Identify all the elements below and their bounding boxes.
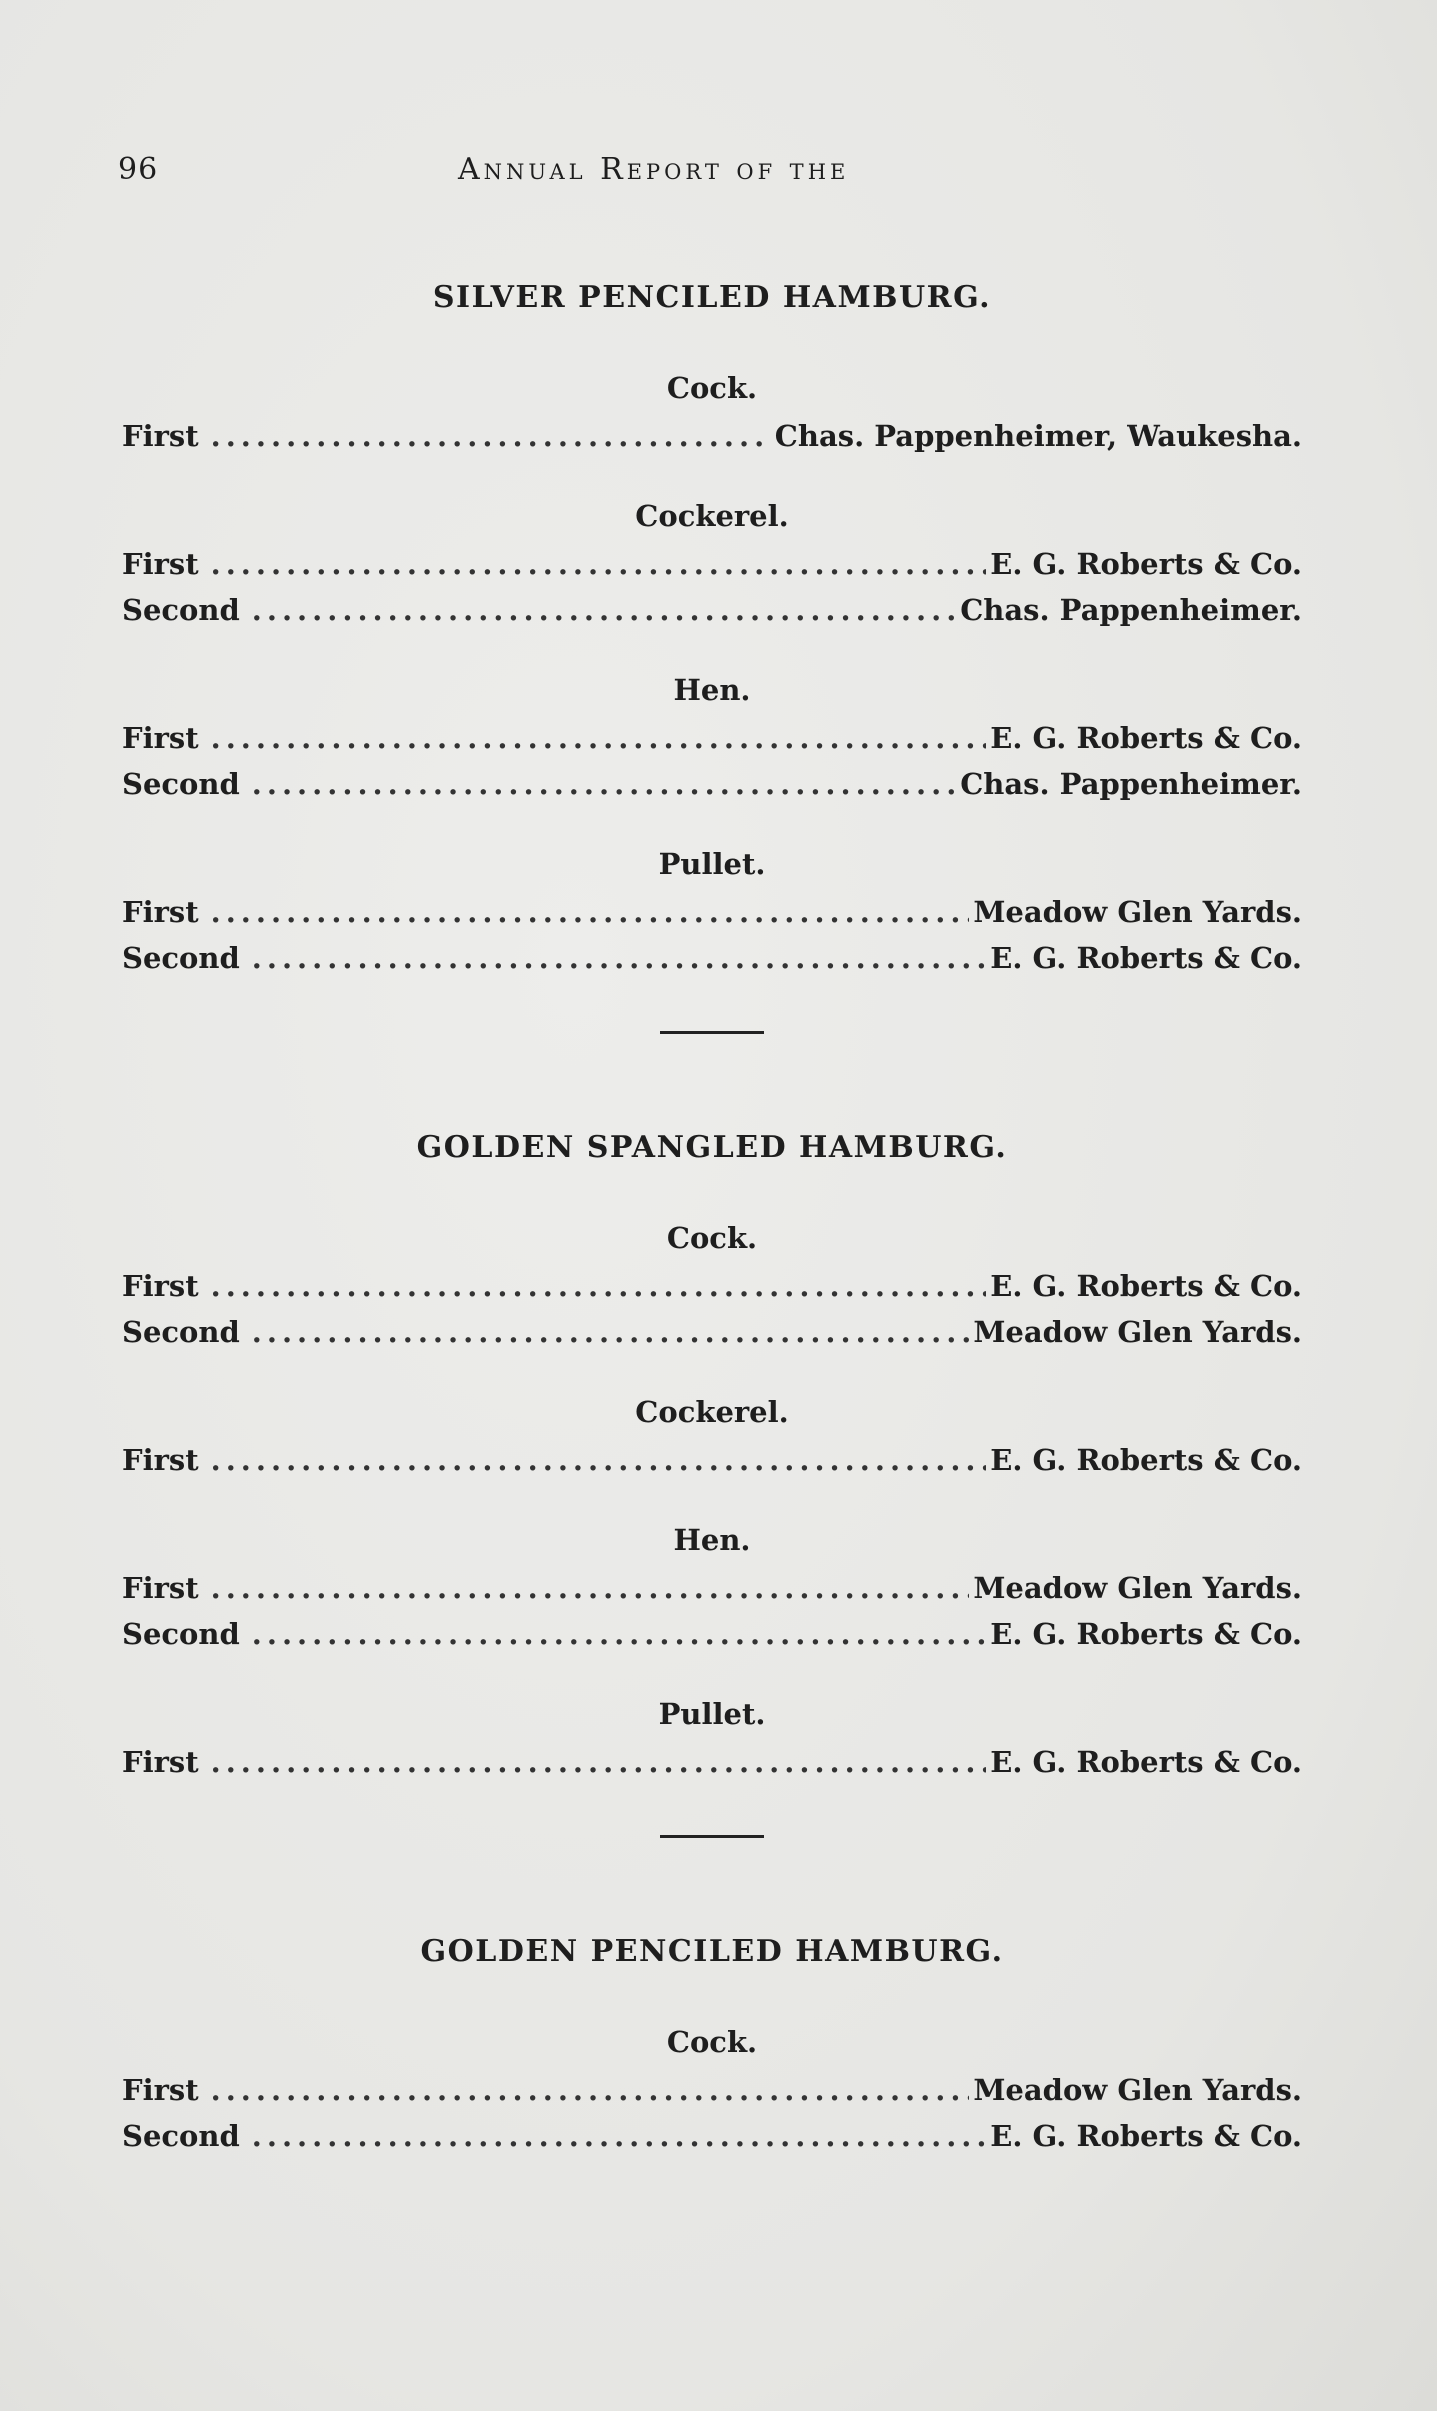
winner-name: E. G. Roberts & Co. (990, 1443, 1302, 1477)
dot-leader (211, 413, 771, 459)
section-title: GOLDEN SPANGLED HAMBURG. (416, 1130, 1008, 1165)
award-group (122, 847, 1302, 981)
award-row (122, 1565, 1302, 1611)
place-label: First (122, 1745, 199, 1779)
award-group (122, 2025, 1302, 2159)
place-label: First (122, 419, 199, 453)
award-row (122, 587, 1302, 633)
dot-leader (211, 541, 987, 587)
dot-leader (211, 889, 970, 935)
award-row (122, 935, 1302, 981)
award-row (122, 761, 1302, 807)
winner-name: Meadow Glen Yards. (973, 1571, 1302, 1605)
winner-name: Chas. Pappenheimer. (960, 767, 1302, 801)
group-heading: Pullet. (658, 847, 766, 881)
place-label: First (122, 895, 199, 929)
dot-leader (252, 1611, 986, 1657)
winner-name: E. G. Roberts & Co. (990, 1269, 1302, 1303)
award-row (122, 541, 1302, 587)
group-heading: Cock. (666, 1221, 758, 1255)
breed-section (122, 1934, 1302, 2159)
dot-leader (211, 1437, 987, 1483)
winner-name: E. G. Roberts & Co. (990, 941, 1302, 975)
award-group (122, 1395, 1302, 1483)
award-row (122, 2113, 1302, 2159)
place-label: First (122, 1269, 199, 1303)
dot-leader (252, 935, 986, 981)
page-header (118, 152, 1319, 202)
place-label: First (122, 1571, 199, 1605)
winner-name: E. G. Roberts & Co. (990, 2119, 1302, 2153)
award-row (122, 1611, 1302, 1657)
place-label: Second (122, 767, 240, 801)
dot-leader (252, 1309, 970, 1355)
place-label: Second (122, 1315, 240, 1349)
running-head: Annual Report of the (458, 152, 850, 187)
place-label: Second (122, 1617, 240, 1651)
award-row (122, 2067, 1302, 2113)
section-title: SILVER PENCILED HAMBURG. (432, 280, 992, 315)
award-row (122, 1309, 1302, 1355)
award-row (122, 1739, 1302, 1785)
award-group (122, 371, 1302, 459)
group-heading: Pullet. (658, 1697, 766, 1731)
awards-content (122, 280, 1302, 2199)
page-number: 96 (118, 152, 159, 187)
winner-name: Meadow Glen Yards. (973, 2073, 1302, 2107)
group-heading: Hen. (673, 1523, 751, 1557)
dot-leader (252, 587, 956, 633)
award-group (122, 1697, 1302, 1785)
winner-name: Meadow Glen Yards. (973, 895, 1302, 929)
award-row (122, 413, 1302, 459)
place-label: First (122, 1443, 199, 1477)
section-title: GOLDEN PENCILED HAMBURG. (420, 1934, 1004, 1969)
place-label: Second (122, 593, 240, 627)
award-row (122, 715, 1302, 761)
group-heading: Cockerel. (635, 499, 789, 533)
group-heading: Cock. (666, 371, 758, 405)
section-divider (660, 1031, 764, 1034)
dot-leader (211, 715, 987, 761)
section-divider (660, 1835, 764, 1838)
dot-leader (211, 2067, 970, 2113)
winner-name: E. G. Roberts & Co. (990, 547, 1302, 581)
dot-leader (211, 1739, 987, 1785)
breed-section (122, 280, 1302, 981)
dot-leader (252, 2113, 986, 2159)
winner-name: E. G. Roberts & Co. (990, 721, 1302, 755)
winner-name: Chas. Pappenheimer. (960, 593, 1302, 627)
place-label: Second (122, 941, 240, 975)
group-heading: Cockerel. (635, 1395, 789, 1429)
award-group (122, 673, 1302, 807)
award-group (122, 499, 1302, 633)
place-label: Second (122, 2119, 240, 2153)
dot-leader (252, 761, 956, 807)
award-group (122, 1523, 1302, 1657)
group-heading: Hen. (673, 673, 751, 707)
winner-name: Chas. Pappenheimer, Waukesha. (774, 419, 1302, 453)
group-heading: Cock. (666, 2025, 758, 2059)
winner-name: Meadow Glen Yards. (973, 1315, 1302, 1349)
dot-leader (211, 1565, 970, 1611)
place-label: First (122, 547, 199, 581)
winner-name: E. G. Roberts & Co. (990, 1745, 1302, 1779)
place-label: First (122, 721, 199, 755)
dot-leader (211, 1263, 987, 1309)
place-label: First (122, 2073, 199, 2107)
award-row (122, 889, 1302, 935)
award-row (122, 1437, 1302, 1483)
award-group (122, 1221, 1302, 1355)
breed-section (122, 1130, 1302, 1785)
winner-name: E. G. Roberts & Co. (990, 1617, 1302, 1651)
award-row (122, 1263, 1302, 1309)
